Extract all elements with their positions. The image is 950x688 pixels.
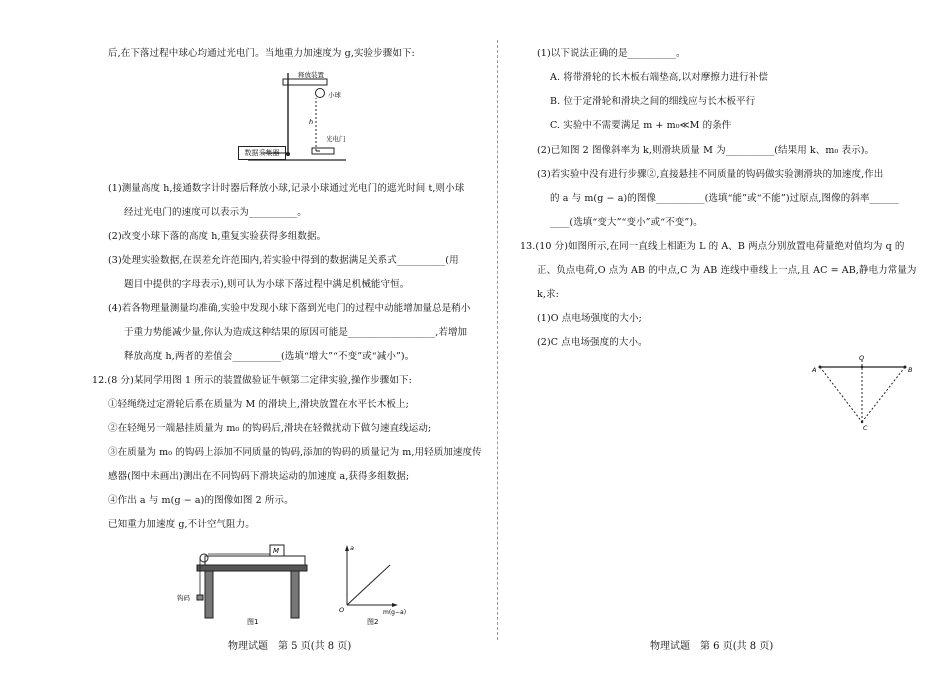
q12-part2: (2)已知图 2 图像斜率为 k,则滑块质量 M 为__________(结果用 k、m₀ 表示)。	[537, 145, 875, 156]
q12-step2: ②在轻绳另一端悬挂质量为 m₀ 的钩码后,滑块在轻微扰动下做匀速直线运动;	[108, 423, 432, 434]
q12-heading: 12.(8 分)某同学用图 1 所示的装置做验证牛顿第二定律实验,操作步骤如下:	[92, 375, 412, 386]
point-C-label: C	[863, 424, 868, 432]
q12-option-b: B. 位于定滑轮和滑块之间的细线应与长木板平行	[550, 96, 756, 107]
figure2-graph	[335, 540, 415, 630]
q12-step3-line1: ③在质量为 m₀ 的钩码上添加不同质量的钩码,添加的钩码的质量记为 m,用轻质加速度传	[108, 447, 482, 458]
q11-part3-line2: 题目中提供的字母表示),则可认为小球下落过程中满足机械能守恒。	[124, 279, 410, 290]
weight-label: 钩码	[177, 594, 190, 602]
point-O-label: O	[859, 354, 865, 362]
figure1-caption: 图1	[247, 618, 259, 626]
q11-part4-line3: 释放高度 h,两者的差值会__________(选填“增大”“不变”或“减小”)。	[124, 351, 415, 362]
figure2-y-axis-label: a	[350, 544, 354, 552]
data-collector-box: 数据采集器	[238, 146, 286, 160]
intro-line: 后,在下落过程中球心均通过光电门。当地重力加速度为 g,实验步骤如下:	[108, 48, 415, 59]
q12-step3-line2: 感器(图中未画出)测出在不同钩码下滑块运动的加速度 a,获得多组数据;	[108, 471, 410, 482]
release-device-label: 释放装置	[298, 71, 324, 79]
figure1-table-apparatus	[175, 540, 315, 630]
q13-line1: 13.(10 分)如图所示,在同一直线上相距为 L 的 A、B 两点分别放置电荷量绝对值均为 q 的	[520, 241, 905, 252]
q12-part3-line1: (3)若实验中没有进行步骤②,直接悬挂不同质量的钩码做实验测滑块的加速度,作出	[537, 169, 884, 180]
q12-option-c: C. 实验中不需要满足 m + m₀≪M 的条件	[550, 120, 732, 131]
q11-part4-line1: (4)若各物理量测量均准确,实验中发现小球下落到光电门的过程中动能增加量总是稍小	[108, 303, 471, 314]
photogate-label: 光电门	[326, 135, 346, 143]
figure2-origin-label: O	[339, 606, 345, 614]
q12-step4: ④作出 a 与 m(g − a)的图像如图 2 所示。	[108, 495, 294, 506]
block-M-label: M	[273, 547, 280, 555]
q12-part1: (1)以下说法正确的是__________。	[537, 48, 686, 59]
q12-option-a: A. 将带滑轮的长木板右端垫高,以对摩擦力进行补偿	[550, 72, 768, 83]
charge-triangle-figure	[810, 352, 920, 437]
q13-part2: (2)C 点电场强度的大小。	[537, 337, 648, 348]
q13-line2: 正、负点电荷,O 点为 AB 的中点,C 为 AB 连线中垂线上一点,且 AC = AB,静电力常量为	[537, 265, 917, 276]
height-h-label: h	[309, 118, 314, 126]
ball-label: 小球	[328, 91, 341, 99]
q11-part1-line2: 经过光电门的速度可以表示为__________。	[124, 207, 307, 218]
q12-known: 已知重力加速度 g,不计空气阻力。	[108, 519, 255, 530]
q12-part3-line3: ____(选填“变大”“变小”或“不变”)。	[550, 217, 703, 228]
q13-part1: (1)O 点电场强度的大小;	[537, 313, 642, 324]
q11-part4-line2: 于重力势能减少量,你认为造成这种结果的原因可能是__________________,若增加	[124, 327, 468, 338]
q12-step1: ①轻绳绕过定滑轮后系在质量为 M 的滑块上,滑块放置在水平长木板上;	[108, 399, 409, 410]
q11-part3-line1: (3)处理实验数据,在误差允许范围内,若实验中得到的数据满足关系式__________(用	[108, 255, 459, 266]
left-footer: 物理试题 第 5 页(共 8 页)	[228, 641, 352, 652]
figure2-caption: 图2	[367, 618, 379, 626]
q11-part1-line1: (1)测量高度 h,接通数字计时器后释放小球,记录小球通过光电门的遮光时间 t,则小球	[108, 183, 465, 194]
q12-part3-line2: 的 a 与 m(g − a)的图像__________(选填“能”或“不能”)过原点,图像的斜率______	[550, 193, 899, 204]
point-B-label: B	[908, 366, 913, 374]
q11-part2: (2)改变小球下落的高度 h,重复实验获得多组数据。	[108, 231, 327, 242]
right-footer: 物理试题 第 6 页(共 8 页)	[650, 641, 774, 652]
column-divider	[497, 40, 498, 640]
figure2-x-axis-label: m(g−a)	[383, 609, 407, 616]
q13-line3: k,求:	[537, 289, 559, 300]
point-A-label: A	[812, 366, 817, 374]
